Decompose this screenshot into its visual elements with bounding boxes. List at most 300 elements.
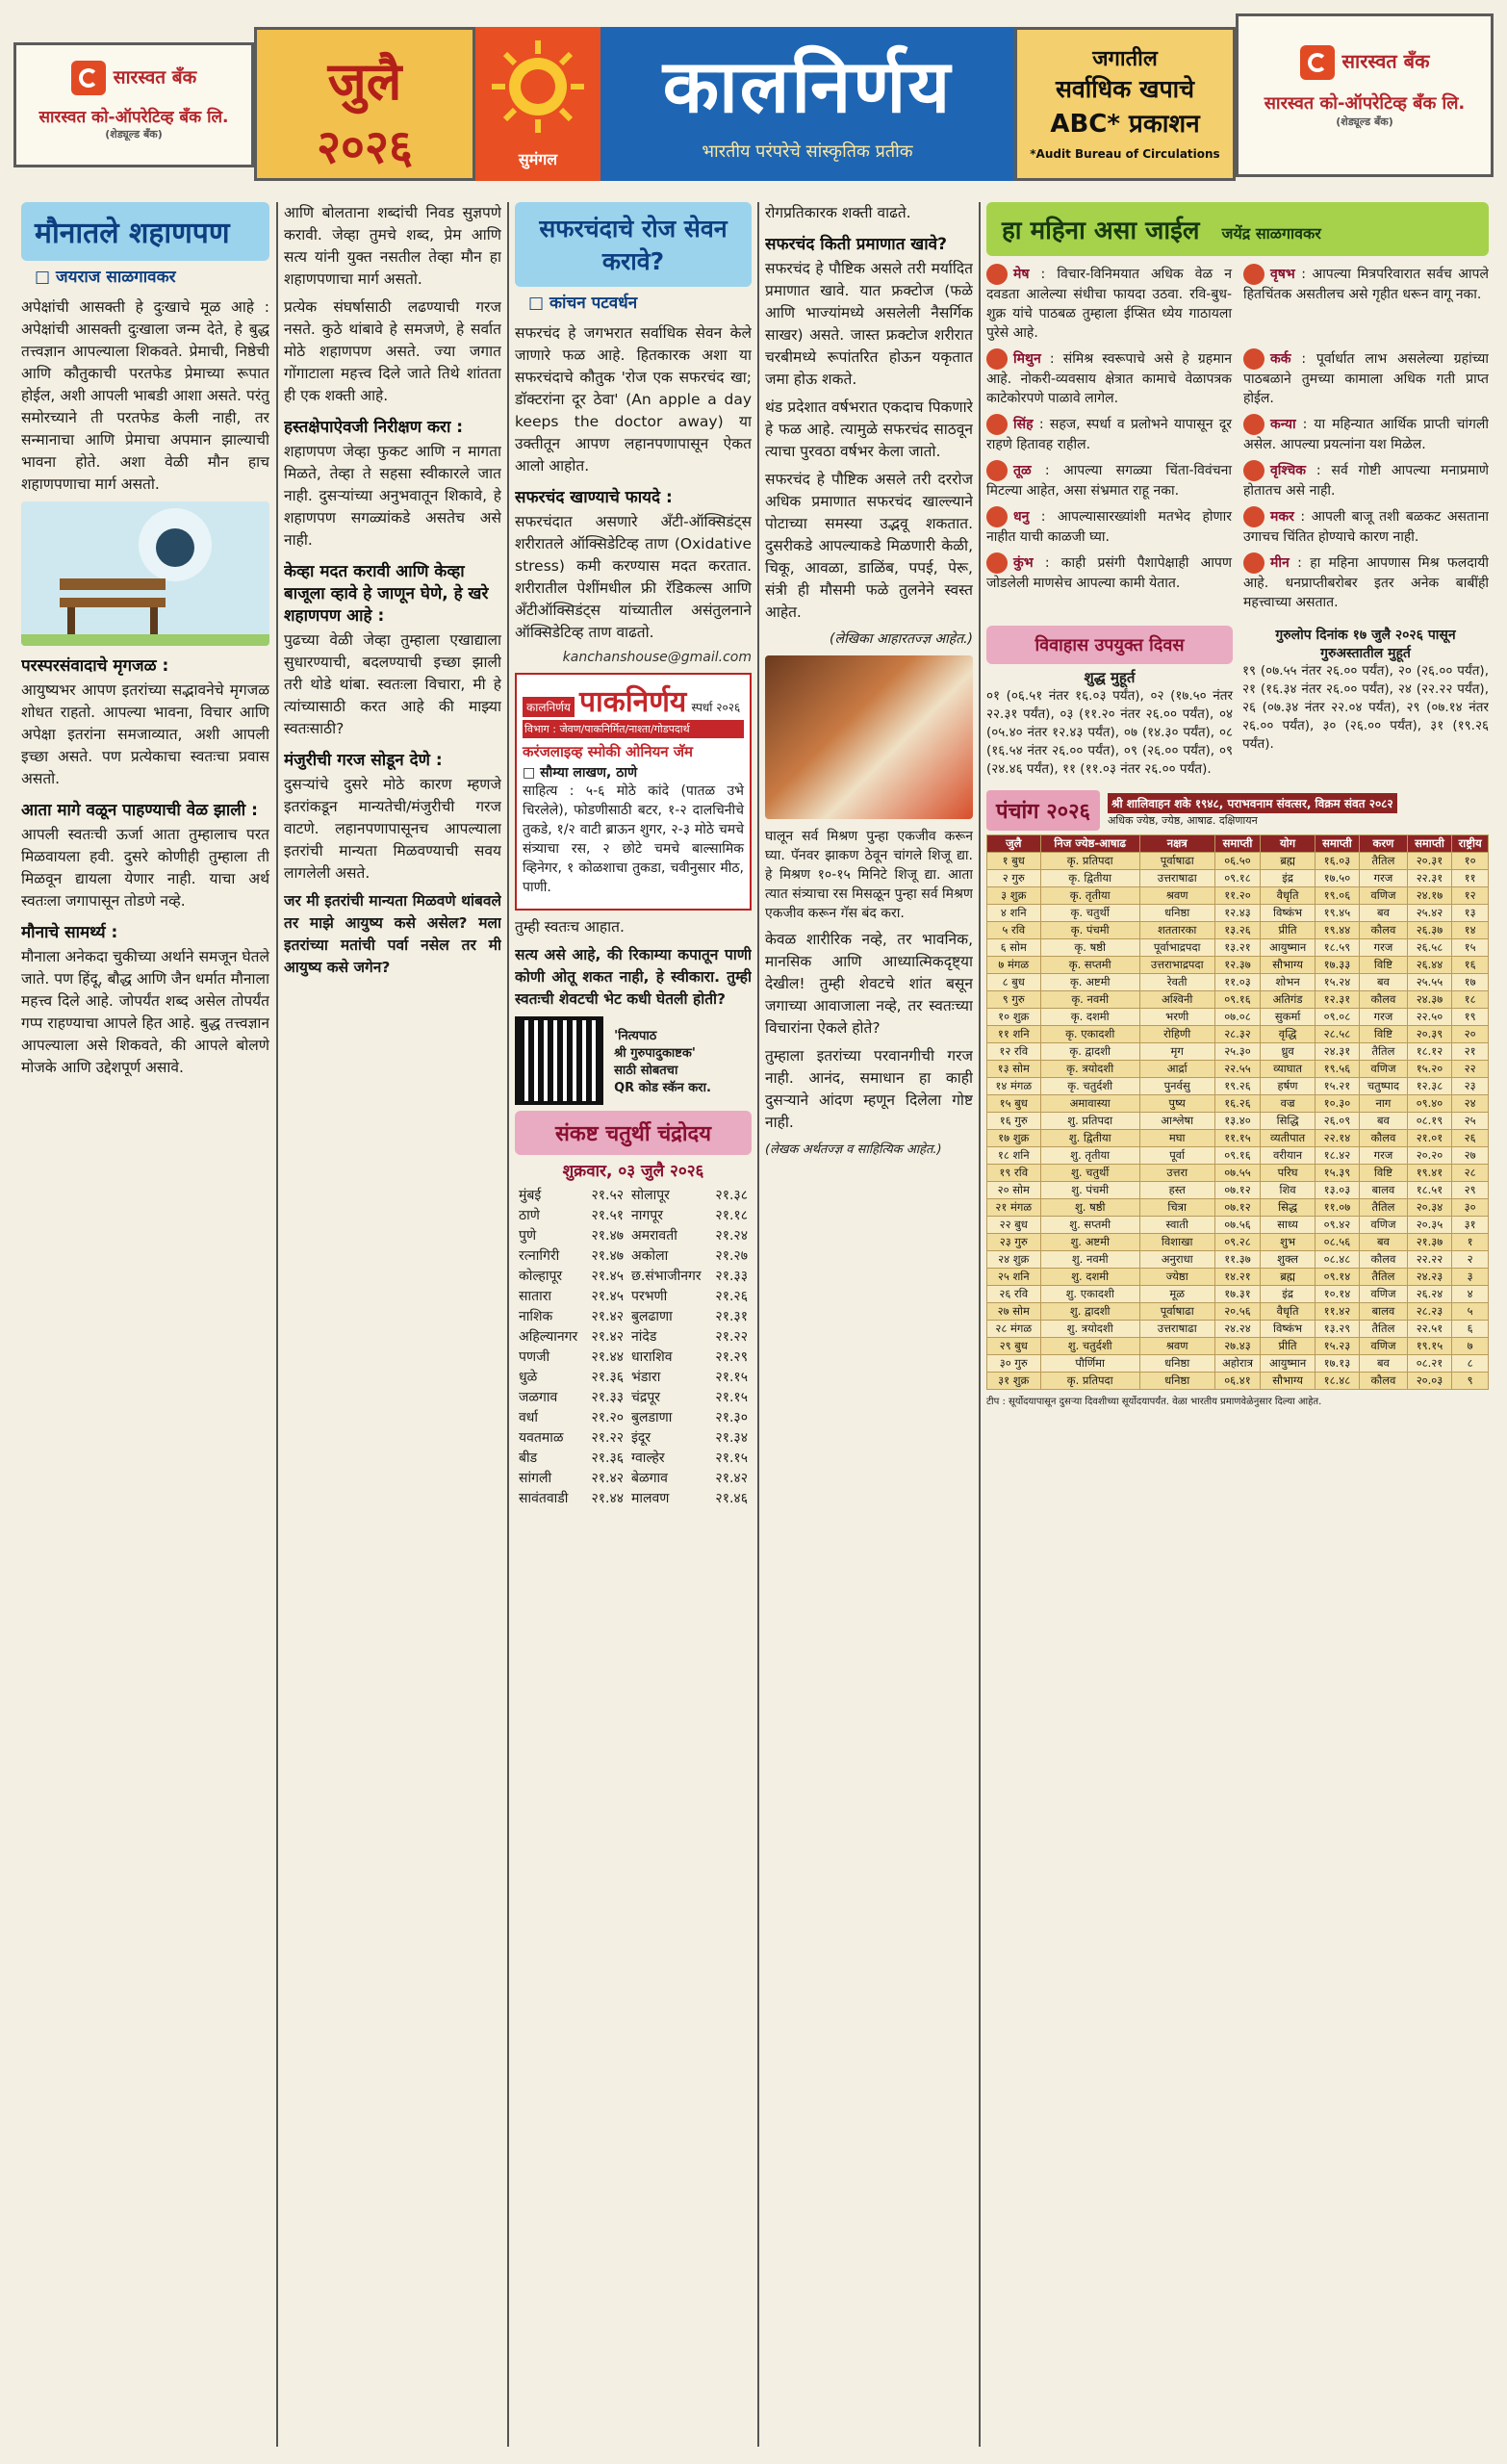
contest-label: कालनिर्णय bbox=[523, 697, 575, 717]
table-row bbox=[515, 1225, 752, 1245]
table-cell: कृ. दशमी bbox=[1040, 1009, 1139, 1026]
abc-box bbox=[1014, 27, 1236, 181]
table-cell: कृ. त्रयोदशी bbox=[1040, 1061, 1139, 1078]
table-row bbox=[515, 1326, 752, 1347]
month-name: जुलै bbox=[327, 51, 402, 112]
bank-sub: (शेड्यूल्ड बँक) bbox=[1336, 116, 1393, 128]
author-email: kanchanshouse@gmail.com bbox=[562, 650, 752, 665]
zodiac-icon bbox=[1243, 506, 1264, 527]
moonrise-time: २१.२० bbox=[591, 1410, 625, 1425]
table-cell: धनिष्ठा bbox=[1139, 905, 1214, 922]
table-cell: शु. पंचमी bbox=[1040, 1182, 1139, 1199]
table-cell: १७.५० bbox=[1315, 870, 1359, 887]
year: २०२६ bbox=[317, 120, 413, 174]
vivah-title: विवाहास उपयुक्त दिवस bbox=[986, 626, 1233, 664]
table-cell: ११.१५ bbox=[1214, 1130, 1261, 1147]
horoscope-sign: धनु : आपल्यासारख्यांशी मतभेद होणार नाहीत याची काळजी घ्या. bbox=[986, 506, 1232, 547]
table-cell: ११.२० bbox=[1214, 887, 1261, 905]
brand-box bbox=[600, 27, 1014, 181]
table-cell: १३.२९ bbox=[1315, 1321, 1359, 1338]
table-row bbox=[515, 1468, 752, 1488]
table-cell: १७.३१ bbox=[1214, 1286, 1261, 1303]
table-cell: अतिगंड bbox=[1261, 991, 1315, 1009]
horoscope-grid bbox=[986, 264, 1489, 618]
table-cell: १९.५६ bbox=[1315, 1061, 1359, 1078]
table-cell: सुकर्मा bbox=[1261, 1009, 1315, 1026]
qr-text: श्री गुरुपादुकाष्टक' bbox=[614, 1046, 696, 1061]
city-name: यवतमाळ bbox=[519, 1430, 564, 1446]
table-cell: इंद्र bbox=[1261, 1286, 1315, 1303]
table-cell: २७ सोम bbox=[987, 1303, 1041, 1321]
moonrise-time: २१.५१ bbox=[591, 1208, 625, 1223]
sign-name: मिथुन bbox=[1013, 351, 1041, 367]
muhurta-row bbox=[986, 626, 1489, 784]
subheading: परस्परसंवादाचे मृगजळ : bbox=[21, 656, 169, 676]
table-cell: ३० गुरु bbox=[987, 1355, 1041, 1373]
table-row bbox=[515, 1448, 752, 1468]
horoscope-title: हा महिना असा जाईल bbox=[1002, 217, 1200, 245]
city-name: चंद्रपूर bbox=[631, 1390, 661, 1405]
table-cell: १७ शुक्र bbox=[987, 1130, 1041, 1147]
table-cell: ०९.१६ bbox=[1214, 991, 1261, 1009]
table-cell: पुनर्वसु bbox=[1139, 1078, 1214, 1095]
city-name: अहिल्यानगर bbox=[519, 1329, 578, 1345]
article-title: मौनातले शहाणपण bbox=[21, 202, 269, 261]
city-name: छ.संभाजीनगर bbox=[631, 1269, 702, 1284]
table-cell: १४ मंगळ bbox=[987, 1078, 1041, 1095]
abc-line2: सर्वाधिक खपाचे bbox=[1055, 75, 1195, 103]
table-row bbox=[515, 1407, 752, 1427]
city-name: पुणे bbox=[519, 1228, 537, 1244]
bank-logo-icon bbox=[1300, 45, 1335, 80]
table-cell: उत्तराषाढा bbox=[1139, 1321, 1214, 1338]
sankashti-date: शुक्रवार, ०३ जुलै २०२६ bbox=[562, 1162, 704, 1181]
table-cell: कृ. तृतीया bbox=[1040, 887, 1139, 905]
table-cell: गरज bbox=[1360, 939, 1408, 957]
zodiac-icon bbox=[1243, 552, 1264, 574]
table-row bbox=[987, 1199, 1489, 1217]
table-row bbox=[515, 1245, 752, 1266]
table-cell: १२.३८ bbox=[1407, 1078, 1451, 1095]
table-cell: कृ. एकादशी bbox=[1040, 1026, 1139, 1043]
table-cell: ब्रह्म bbox=[1261, 853, 1315, 870]
table-row bbox=[987, 1113, 1489, 1130]
table-cell: शु. चतुर्थी bbox=[1040, 1165, 1139, 1182]
sign-name: वृषभ bbox=[1270, 267, 1295, 282]
paragraph: तुम्ही स्वतःच आहात. bbox=[515, 918, 625, 936]
table-cell: २४.३१ bbox=[1315, 1043, 1359, 1061]
table-cell: हस्त bbox=[1139, 1182, 1214, 1199]
table-cell: प्रीति bbox=[1261, 922, 1315, 939]
table-cell: १२.३१ bbox=[1315, 991, 1359, 1009]
paragraph: आयुष्यभर आपण इतरांच्या सद्भावनेचे मृगजळ शोधत राहतो. आपल्या भावना, विचार आणि अपेक्षा इतरांना समजाव्यात, अशी आपली इच्छा असते. पण प्रत्येकाचा स्वतःचा प्रवास असतो. bbox=[21, 681, 269, 787]
table-row bbox=[987, 1130, 1489, 1147]
table-row bbox=[987, 1251, 1489, 1269]
table-cell: २६.२४ bbox=[1407, 1286, 1451, 1303]
table-row bbox=[515, 1266, 752, 1286]
table-cell: रोहिणी bbox=[1139, 1026, 1214, 1043]
bench-icon bbox=[21, 501, 269, 646]
table-cell: १ bbox=[1452, 1234, 1489, 1251]
vivah-text: ०१ (०६.५१ नंतर १६.०३ पर्यंत), ०२ (१७.५० नंतर २२.३१ पर्यंत), ०३ (११.२० नंतर २६.०० पर्यंत), ०४ (०५.४० नंतर १२.४३ पर्यंत), ०७ (१४.३० पर्यंत), ०८ (१६.५४ नंतर २६.०० पर्यंत), ०९ (२६.०० पर्यंत), ०९ (२४.४६ पर्यंत), ११ (११.०३ नंतर २६.०० पर्यंत). bbox=[986, 688, 1233, 777]
moonrise-time: २१.४५ bbox=[591, 1269, 625, 1284]
table-cell: ३ शुक्र bbox=[987, 887, 1041, 905]
table-cell: १९ रवि bbox=[987, 1165, 1041, 1182]
table-cell: १४ bbox=[1452, 922, 1489, 939]
moonrise-time: २१.४७ bbox=[591, 1228, 625, 1244]
table-cell: कृ. षष्ठी bbox=[1040, 939, 1139, 957]
panchang-table bbox=[986, 834, 1489, 1390]
table-cell: आश्लेषा bbox=[1139, 1113, 1214, 1130]
moonrise-table bbox=[515, 1185, 752, 1508]
table-cell: तैतिल bbox=[1360, 1269, 1408, 1286]
article-apple-col3 bbox=[515, 202, 752, 2447]
sign-text: आपल्यासारख्यांशी मतभेद होणार नाहीत याची काळजी घ्या. bbox=[986, 509, 1232, 545]
table-cell: शुक्ल bbox=[1261, 1251, 1315, 1269]
sign-text: आपली बाजू तशी बळकट असताना उगाचच चिंतित होण्याचे कारण नाही. bbox=[1243, 509, 1489, 545]
table-cell: कृ. चतुर्दशी bbox=[1040, 1078, 1139, 1095]
table-cell: ०८.५६ bbox=[1315, 1234, 1359, 1251]
table-cell: १९.१५ bbox=[1407, 1338, 1451, 1355]
author-note: (लेखक अर्थतज्ज्ञ व साहित्यिक आहेत.) bbox=[765, 1142, 942, 1157]
subheading: सफरचंद किती प्रमाणात खावे? bbox=[765, 235, 947, 254]
sign-name: धनु bbox=[1013, 509, 1030, 525]
city-name: सोलापूर bbox=[631, 1188, 670, 1203]
table-row bbox=[987, 1095, 1489, 1113]
recipe-author: □ सौम्या लाखण, ठाणे bbox=[523, 765, 638, 781]
table-cell: १६.२६ bbox=[1214, 1095, 1261, 1113]
moonrise-time: २१.२२ bbox=[715, 1329, 748, 1345]
column-divider bbox=[276, 202, 278, 2447]
paragraph: सत्य असे आहे, की रिकाम्या कपातून पाणी कोणी ओतू शकत नाही, हे स्वीकारा. तुम्ही स्वतःची शेवटची भेट कधी घेतली होती? bbox=[515, 946, 752, 1008]
table-cell: १७.३३ bbox=[1315, 957, 1359, 974]
horoscope-panchang-col bbox=[986, 202, 1489, 2447]
table-cell: बव bbox=[1360, 974, 1408, 991]
table-cell: बव bbox=[1360, 1234, 1408, 1251]
table-cell: २८.५८ bbox=[1315, 1026, 1359, 1043]
table-cell: २२.५० bbox=[1407, 1009, 1451, 1026]
table-cell: नाग bbox=[1360, 1095, 1408, 1113]
panchang-note: अधिक ज्येष्ठ, ज्येष्ठ, आषाढ. दक्षिणायन bbox=[1107, 814, 1258, 827]
table-cell: ०९.२८ bbox=[1214, 1234, 1261, 1251]
sign-name: मीन bbox=[1270, 555, 1290, 571]
city-name: बीड bbox=[519, 1450, 538, 1466]
table-cell: ०९.४२ bbox=[1315, 1217, 1359, 1234]
subheading: सफरचंद खाण्याचे फायदे : bbox=[515, 488, 673, 507]
table-cell: शुभ bbox=[1261, 1234, 1315, 1251]
moonrise-time: २१.२९ bbox=[715, 1349, 748, 1365]
column-header: समाप्ती bbox=[1214, 835, 1261, 853]
table-row bbox=[987, 1355, 1489, 1373]
horoscope-sign: वृश्चिक : सर्व गोष्टी आपल्या मनाप्रमाणे होतातच असे नाही. bbox=[1243, 460, 1489, 500]
moonrise-time: २१.१५ bbox=[715, 1390, 748, 1405]
paragraph: मौनाला अनेकदा चुकीच्या अर्थाने समजून घेतले जाते. पण हिंदू, बौद्ध आणि जैन धर्मात मौनाला महत्त्व दिले आहे. जोपर्यंत शब्द असेल तोपर्यंत गप्प राहण्याचा आपले हित आहे. बुद्ध तत्त्वज्ञान आपल्याला असे शिकवते, की आपले बोलणे मोजके आणि उद्देशपूर्ण असावे. bbox=[21, 948, 269, 1076]
city-name: अकोला bbox=[631, 1248, 669, 1264]
table-cell: २२.३१ bbox=[1407, 870, 1451, 887]
recipe-text: घालून सर्व मिश्रण पुन्हा एकजीव करून घ्या. पॅनवर झाकण ठेवून चांगले शिजू द्या. हे मिश्रण १०-१५ मिनिटे शिजू द्या. आता त्यात संत्र्याचा रस मिसळून पुन्हा सर्व मिश्रण एकजीव करून गॅस बंद करा. bbox=[765, 829, 973, 921]
table-cell: धनिष्ठा bbox=[1139, 1373, 1214, 1390]
table-cell: ३१ bbox=[1452, 1217, 1489, 1234]
table-cell: शु. द्वितीया bbox=[1040, 1130, 1139, 1147]
table-cell: शु. त्रयोदशी bbox=[1040, 1321, 1139, 1338]
table-cell: १३.२६ bbox=[1214, 922, 1261, 939]
subheading: मंजुरीची गरज सोडून देणे : bbox=[284, 751, 443, 770]
table-cell: १६ bbox=[1452, 957, 1489, 974]
table-row bbox=[987, 1009, 1489, 1026]
table-cell: १ बुध bbox=[987, 853, 1041, 870]
table-cell: १७ bbox=[1452, 974, 1489, 991]
table-cell: १६.०३ bbox=[1315, 853, 1359, 870]
moonrise-time: २१.१५ bbox=[715, 1370, 748, 1385]
zodiac-icon bbox=[986, 348, 1008, 370]
table-cell: गरज bbox=[1360, 1147, 1408, 1165]
table-row bbox=[987, 974, 1489, 991]
table-cell: ३ bbox=[1452, 1269, 1489, 1286]
table-cell: ११.०७ bbox=[1315, 1199, 1359, 1217]
moonrise-time: २१.२६ bbox=[715, 1289, 748, 1304]
column-divider bbox=[507, 202, 509, 2447]
moonrise-time: २१.४७ bbox=[591, 1248, 625, 1264]
table-cell: १५ bbox=[1452, 939, 1489, 957]
article-author: □ कांचन पटवर्धन bbox=[528, 294, 638, 313]
city-name: मुंबई bbox=[519, 1188, 542, 1203]
horoscope-sign: मेष : विचार-विनिमयात अधिक वेळ न दवडता आलेल्या संधीचा फायदा उठवा. रवि-बुध-शुक्र यांचे पाठबळ तुम्हाला ईप्सित ध्येय गाठायला पुरेसे आहे. bbox=[986, 264, 1232, 343]
city-name: नांदेड bbox=[631, 1329, 657, 1345]
sign-name: मेष bbox=[1013, 267, 1030, 282]
zodiac-icon bbox=[1243, 264, 1264, 285]
table-cell: रेवती bbox=[1139, 974, 1214, 991]
table-cell: शु. अष्टमी bbox=[1040, 1234, 1139, 1251]
table-row bbox=[515, 1387, 752, 1407]
city-name: ग्वाल्हेर bbox=[631, 1450, 665, 1466]
table-cell: शु. तृतीया bbox=[1040, 1147, 1139, 1165]
city-name: सातारा bbox=[519, 1289, 552, 1304]
table-cell: १२.३७ bbox=[1214, 957, 1261, 974]
sign-name: मकर bbox=[1270, 509, 1294, 525]
table-row bbox=[987, 887, 1489, 905]
moonrise-time: २१.२४ bbox=[715, 1228, 748, 1244]
table-cell: ५ रवि bbox=[987, 922, 1041, 939]
table-cell: १३ bbox=[1452, 905, 1489, 922]
table-cell: २३ गुरु bbox=[987, 1234, 1041, 1251]
table-row bbox=[515, 1306, 752, 1326]
table-cell: २६.०९ bbox=[1315, 1113, 1359, 1130]
table-cell: सिद्धि bbox=[1261, 1113, 1315, 1130]
table-cell: २२ बुध bbox=[987, 1217, 1041, 1234]
table-cell: कृ. द्वादशी bbox=[1040, 1043, 1139, 1061]
moonrise-time: २१.३१ bbox=[715, 1309, 748, 1324]
panchang-footer: टीप : सूर्योदयापासून दुसऱ्या दिवशीच्या सूर्योदयापर्यंत. वेळा भारतीय प्रमाणवेळेनुसार दिल्या आहेत. bbox=[986, 1397, 1322, 1407]
table-row bbox=[987, 1061, 1489, 1078]
paragraph: थंड प्रदेशात वर्षभरात एकदाच पिकणारे हे फळ आहे. त्यामुळे सफरचंद साठवून त्याचा पुरवठा वर्षभर केला जातो. bbox=[765, 398, 973, 460]
table-row bbox=[987, 853, 1489, 870]
table-cell: मृग bbox=[1139, 1043, 1214, 1061]
table-cell: २०.३४ bbox=[1407, 1199, 1451, 1217]
contest-year: स्पर्धा २०२६ bbox=[691, 701, 741, 714]
table-cell: ७ मंगळ bbox=[987, 957, 1041, 974]
moonrise-time: २१.४५ bbox=[591, 1289, 625, 1304]
sign-text: सर्व गोष्टी आपल्या मनाप्रमाणे होतातच असे नाही. bbox=[1243, 463, 1489, 499]
table-cell: १८.१२ bbox=[1407, 1043, 1451, 1061]
table-cell: आर्द्रा bbox=[1139, 1061, 1214, 1078]
table-row bbox=[987, 922, 1489, 939]
moonrise-time: २१.५२ bbox=[591, 1188, 625, 1203]
table-row bbox=[987, 1182, 1489, 1199]
city-name: सावंतवाडी bbox=[519, 1491, 569, 1506]
table-cell: बव bbox=[1360, 1355, 1408, 1373]
table-cell: २१ मंगळ bbox=[987, 1199, 1041, 1217]
city-name: धाराशिव bbox=[631, 1349, 673, 1365]
table-cell: भरणी bbox=[1139, 1009, 1214, 1026]
table-cell: १६ गुरु bbox=[987, 1113, 1041, 1130]
table-cell: विष्टि bbox=[1360, 1026, 1408, 1043]
table-cell: १७.१३ bbox=[1315, 1355, 1359, 1373]
table-cell: कौलव bbox=[1360, 1251, 1408, 1269]
table-cell: वणिज bbox=[1360, 1061, 1408, 1078]
vivah-subtitle: शुद्ध मुहूर्त bbox=[1084, 669, 1136, 686]
city-name: भंडारा bbox=[631, 1370, 661, 1385]
moonrise-time: २१.४२ bbox=[715, 1471, 748, 1486]
table-cell: ९ गुरु bbox=[987, 991, 1041, 1009]
zodiac-icon bbox=[986, 264, 1008, 285]
paragraph: दुसऱ्यांचे दुसरे मोठे कारण म्हणजे इतरांकडून मान्यतेची/मंजुरीची गरज वाटणे. लहानपणापासूनच आपल्याला इतरांची मान्यता मिळवण्याची सवय लागलेली असते. bbox=[284, 776, 501, 882]
city-name: पणजी bbox=[519, 1349, 550, 1365]
table-cell: ६ bbox=[1452, 1321, 1489, 1338]
table-cell: ६ सोम bbox=[987, 939, 1041, 957]
table-cell: २६.३७ bbox=[1407, 922, 1451, 939]
table-cell: सिद्ध bbox=[1261, 1199, 1315, 1217]
table-cell: कृ. चतुर्थी bbox=[1040, 905, 1139, 922]
table-cell: १० bbox=[1452, 853, 1489, 870]
table-cell: पुष्य bbox=[1139, 1095, 1214, 1113]
horoscope-sign: कन्या : या महिन्यात आर्थिक प्राप्ती चांगली असेल. आपल्या प्रयत्नांना यश मिळेल. bbox=[1243, 414, 1489, 454]
table-cell: आयुष्मान bbox=[1261, 939, 1315, 957]
table-cell: बालव bbox=[1360, 1303, 1408, 1321]
table-cell: गरज bbox=[1360, 870, 1408, 887]
table-row bbox=[987, 1026, 1489, 1043]
table-cell: २४ bbox=[1452, 1095, 1489, 1113]
table-cell: २५ शनि bbox=[987, 1269, 1041, 1286]
sign-text: या महिन्यात आर्थिक प्राप्ती चांगली असेल. आपल्या प्रयत्नांना यश मिळेल. bbox=[1243, 417, 1489, 452]
table-cell: २५ bbox=[1452, 1113, 1489, 1130]
moonrise-time: २१.३४ bbox=[715, 1430, 748, 1446]
column-header: समाप्ती bbox=[1315, 835, 1359, 853]
table-row bbox=[987, 905, 1489, 922]
table-cell: शु. द्वादशी bbox=[1040, 1303, 1139, 1321]
article-silence-col2 bbox=[284, 202, 501, 2447]
table-row bbox=[515, 1286, 752, 1306]
table-cell: कौलव bbox=[1360, 1130, 1408, 1147]
table-row bbox=[987, 1286, 1489, 1303]
table-cell: २०.३९ bbox=[1407, 1026, 1451, 1043]
paragraph: जर मी इतरांची मान्यता मिळवणे थांबवले तर माझे आयुष्य कसे असेल? मला इतरांच्या मतांची पर्वा नसेल तर मी आयुष्य कसे जगेन? bbox=[284, 892, 501, 976]
table-cell: शु. नवमी bbox=[1040, 1251, 1139, 1269]
city-name: नाशिक bbox=[519, 1309, 553, 1324]
horoscope-sign: मिथुन : संमिश्र स्वरूपाचे असे हे ग्रहमान आहे. नोकरी-व्यवसाय क्षेत्रात कामाचे वेळापत्रक काटेकोरपणे पाळावे लागेल. bbox=[986, 348, 1232, 408]
city-name: बुलढाणा bbox=[631, 1309, 673, 1324]
table-cell: व्याघात bbox=[1261, 1061, 1315, 1078]
bank-logo-icon bbox=[71, 61, 106, 95]
table-cell: १८.४८ bbox=[1315, 1373, 1359, 1390]
moonrise-time: २१.४४ bbox=[591, 1491, 625, 1506]
brand-tagline: भारतीय परंपरेचे सांस्कृतिक प्रतीक bbox=[702, 141, 913, 162]
table-row bbox=[987, 1078, 1489, 1095]
moonrise-time: २१.१८ bbox=[715, 1208, 748, 1223]
qr-text: 'नित्यपाठ bbox=[614, 1029, 657, 1043]
table-cell: पूर्वाभाद्रपदा bbox=[1139, 939, 1214, 957]
table-cell: आयुष्मान bbox=[1261, 1355, 1315, 1373]
table-cell: १५.२१ bbox=[1315, 1078, 1359, 1095]
table-cell: २४ शुक्र bbox=[987, 1251, 1041, 1269]
horoscope-sign: सिंह : सहज, स्पर्धा व प्रलोभने यापासून दूर राहणे हितावह राहील. bbox=[986, 414, 1232, 454]
table-cell: पूर्वाषाढा bbox=[1139, 1303, 1214, 1321]
paragraph: शहाणपण जेव्हा फुकट आणि न मागता मिळते, तेव्हा ते सहसा स्वीकारले जात नाही. दुसऱ्यांच्या अनुभवातून शिकावे, हे शहाणपण सगळ्यांकडे असतेच असे नाही. bbox=[284, 443, 501, 549]
moonrise-time: २१.३३ bbox=[591, 1390, 625, 1405]
table-cell: ०६.५० bbox=[1214, 853, 1261, 870]
table-cell: ५ bbox=[1452, 1303, 1489, 1321]
zodiac-icon bbox=[986, 414, 1008, 435]
city-name: बेळगाव bbox=[631, 1471, 668, 1486]
table-cell: १३ सोम bbox=[987, 1061, 1041, 1078]
sun-icon bbox=[475, 27, 600, 152]
table-cell: सौभाग्य bbox=[1261, 957, 1315, 974]
table-cell: २०.३५ bbox=[1407, 1217, 1451, 1234]
table-cell: २१ bbox=[1452, 1043, 1489, 1061]
table-cell: बव bbox=[1360, 905, 1408, 922]
table-cell: तैतिल bbox=[1360, 1321, 1408, 1338]
table-cell: ०८.२१ bbox=[1407, 1355, 1451, 1373]
table-cell: इंद्र bbox=[1261, 870, 1315, 887]
bank-full-name: सारस्वत को-ऑपरेटिव्ह बँक लि. bbox=[38, 108, 229, 127]
table-row bbox=[515, 1367, 752, 1387]
table-cell: २० सोम bbox=[987, 1182, 1041, 1199]
table-cell: कृ. पंचमी bbox=[1040, 922, 1139, 939]
table-cell: ०९.४० bbox=[1407, 1095, 1451, 1113]
table-cell: पौर्णिमा bbox=[1040, 1355, 1139, 1373]
table-cell: चित्रा bbox=[1139, 1199, 1214, 1217]
table-cell: १९ bbox=[1452, 1009, 1489, 1026]
table-cell: अमावास्या bbox=[1040, 1095, 1139, 1113]
table-cell: मूळ bbox=[1139, 1286, 1214, 1303]
table-cell: १२.४३ bbox=[1214, 905, 1261, 922]
table-cell: २८ मंगळ bbox=[987, 1321, 1041, 1338]
table-cell: २६ रवि bbox=[987, 1286, 1041, 1303]
table-cell: १९.४१ bbox=[1407, 1165, 1451, 1182]
table-cell: १८.५९ bbox=[1315, 939, 1359, 957]
table-cell: वैधृति bbox=[1261, 887, 1315, 905]
paragraph: आपली स्वतःची ऊर्जा आता तुम्हालाच परत मिळवायला हवी. दुसरे कोणीही तुम्हाला ती मिळवून द्यायला येणार नाही. याचा अर्थ स्वतःला जगापासून तोडणे नव्हे. bbox=[21, 826, 269, 910]
table-cell: वणिज bbox=[1360, 1338, 1408, 1355]
table-cell: वज्र bbox=[1261, 1095, 1315, 1113]
city-name: जळगाव bbox=[519, 1390, 558, 1405]
horoscope-author: जयेंद्र साळगावकर bbox=[1221, 224, 1321, 243]
city-name: अमरावती bbox=[631, 1228, 677, 1244]
horoscope-sign: तूळ : आपल्या सगळ्या चिंता-विवंचना मिटल्या आहेत, असा संभ्रमात राहू नका. bbox=[986, 460, 1232, 500]
table-cell: १३.२१ bbox=[1214, 939, 1261, 957]
sign-text: काही प्रसंगी पैशापेक्षाही आपण जोडलेली माणसेच आपल्या कामी येतात. bbox=[986, 555, 1232, 591]
horoscope-sign: मकर : आपली बाजू तशी बळकट असताना उगाचच चिंतित होण्याचे कारण नाही. bbox=[1243, 506, 1489, 547]
table-cell: तैतिल bbox=[1360, 1199, 1408, 1217]
table-cell: विष्टि bbox=[1360, 1165, 1408, 1182]
table-cell: ११ शनि bbox=[987, 1026, 1041, 1043]
table-cell: परिघ bbox=[1261, 1165, 1315, 1182]
paragraph: प्रत्येक संघर्षासाठी लढण्याची गरज नसते. कुठे थांबावे हे समजणे, हे सर्वात मोठे शहाणपण असते. ज्या जगात गोंगाटाला महत्त्व दिले जाते तिथे शांतता ही एक शक्ती आहे. bbox=[284, 298, 501, 404]
table-cell: २०.५६ bbox=[1214, 1303, 1261, 1321]
sign-text: सहज, स्पर्धा व प्रलोभने यापासून दूर राहणे हितावह राहील. bbox=[986, 417, 1232, 452]
table-row bbox=[987, 1303, 1489, 1321]
table-cell: ७ bbox=[1452, 1338, 1489, 1355]
sign-text: संमिश्र स्वरूपाचे असे हे ग्रहमान आहे. नोकरी-व्यवसाय क्षेत्रात कामाचे वेळापत्रक काटेकोरपणे पाळावे लागेल. bbox=[986, 351, 1232, 406]
